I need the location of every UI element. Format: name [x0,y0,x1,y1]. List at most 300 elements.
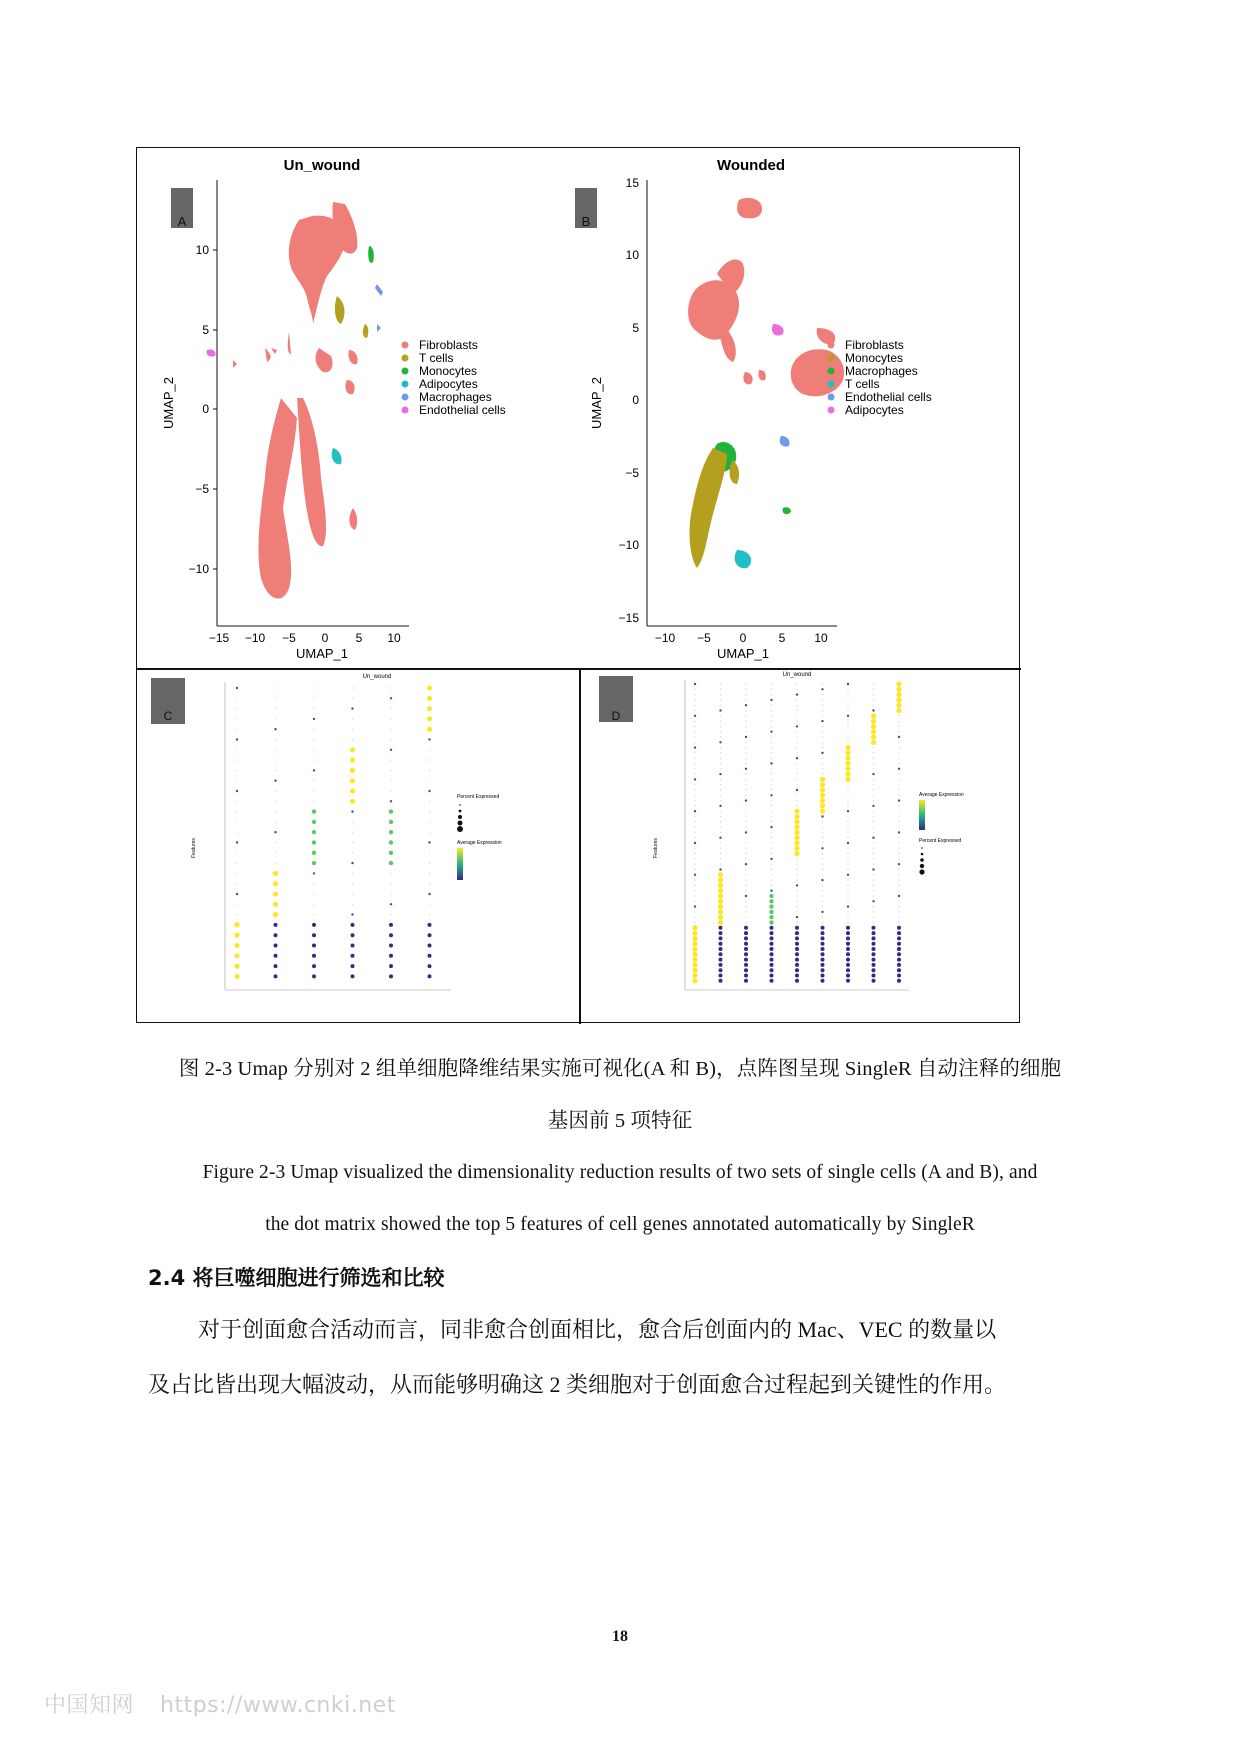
dot-mark [796,768,797,769]
dot-mark [847,911,848,912]
dot-mark [872,958,876,962]
dot-mark [236,883,237,884]
dot-mark [872,805,874,807]
dot-mark [847,715,849,717]
dot-mark [429,832,430,833]
dot-mark [898,774,899,775]
dot-mark [236,863,237,864]
dot-mark [771,885,772,886]
panel-b-x-ticks [655,631,828,645]
dot-mark [718,920,723,925]
dot-mark [745,821,746,822]
dot-mark [389,840,393,844]
dot-mark [744,942,748,946]
dot-mark [847,800,848,801]
dot-mark [873,758,874,759]
dot-mark [871,713,876,718]
dot-mark [427,727,432,732]
dot-mark [692,962,697,967]
dot-mark [313,698,314,699]
dot-mark [847,821,848,822]
dot-mark [822,827,823,828]
dot-mark [390,883,391,884]
dot-mark [898,848,899,849]
dot-mark [720,758,721,759]
dot-mark [771,842,772,843]
dot-mark [771,800,772,801]
legend-entry: Fibroblasts [419,338,478,352]
dot-mark [770,931,774,935]
dot-mark [821,936,825,940]
dot-mark [719,805,721,807]
dot-mark [694,922,695,923]
dot-mark [234,953,239,958]
dot-mark [847,885,848,886]
dot-mark [694,905,696,907]
dot-mark [873,821,874,822]
legend-entry: Monocytes [419,364,478,378]
dot-mark [745,906,746,907]
dot-mark [312,861,316,865]
dot-mark [236,698,237,699]
dot-mark [872,963,876,967]
dot-mark [847,810,849,812]
dot-mark [847,789,848,790]
dot-mark [236,904,237,905]
dot-mark [871,724,876,729]
dot-mark [745,758,746,759]
dot-mark [745,805,746,806]
dot-mark [873,895,874,896]
dot-mark [236,841,238,843]
dot-mark [898,742,899,743]
dot-mark [896,703,901,708]
dot-mark [390,760,391,761]
dot-mark [796,683,797,684]
panel-c-ylabel: Features [191,838,197,858]
dot-mark [873,768,874,769]
dot-mark [770,963,774,967]
panel-c-colorbar [457,848,463,880]
dot-mark [771,747,772,748]
watermark [44,1688,422,1719]
dot-mark [236,811,237,812]
dot-mark [821,815,823,817]
dot-mark [275,770,276,771]
dot-mark [694,890,695,891]
dot-mark [694,710,695,711]
dot-mark [796,710,797,711]
dot-mark [745,736,747,738]
dot-mark [796,731,797,732]
dot-mark [390,780,391,781]
dot-mark [275,698,276,699]
y-tick: 0 [202,402,209,416]
dot-mark [313,914,314,915]
dot-mark [822,742,823,743]
dot-mark [896,681,901,686]
dot-mark [428,933,432,937]
dot-mark [720,694,721,695]
dot-mark [694,731,695,732]
dot-mark [429,821,430,822]
dot-mark [745,827,746,828]
dot-mark [352,883,353,884]
dot-mark [720,705,721,706]
dot-mark [274,944,278,948]
dot-mark [745,731,746,732]
dot-mark [871,729,876,734]
dot-mark [873,816,874,817]
dot-mark [822,832,823,833]
dot-mark [718,878,723,883]
dot-mark [352,739,353,740]
dot-mark [796,747,797,748]
dot-mark [821,879,823,881]
dot-mark [694,858,695,859]
dot-mark [694,736,695,737]
dot-mark [796,763,797,764]
dot-mark [390,893,391,894]
legend-entry: Endothelial cells [419,403,506,417]
dot-mark [820,782,825,787]
dot-mark [350,778,355,783]
dot-mark [692,957,697,962]
panel-d-legend-avg: Average Expression [919,792,964,798]
dot-mark [794,840,799,845]
dot-mark [871,734,876,739]
dot-mark [720,683,721,684]
dot-mark [274,933,278,937]
dot-mark [898,869,899,870]
dot-mark [873,699,874,700]
dot-mark [847,848,848,849]
x-tick: −5 [282,631,296,645]
dot-mark [312,974,316,978]
dot-mark [822,705,823,706]
dot-mark [389,954,393,958]
panel-c-title: Un_wound [362,674,392,680]
dot-mark [694,768,695,769]
dot-mark [796,880,797,881]
dot-mark [275,821,276,822]
dot-mark [898,731,899,732]
dot-mark [771,742,772,743]
dot-mark [236,738,238,740]
dot-mark [873,890,874,891]
dot-mark [694,742,695,743]
dot-mark [896,708,901,713]
dot-mark [796,715,797,716]
x-tick: −10 [654,631,676,645]
dot-mark [898,901,899,902]
dot-mark [771,705,772,706]
dot-mark [389,974,393,978]
dot-mark [873,789,874,790]
dot-mark [872,974,876,978]
dot-mark [694,774,695,775]
dot-mark [796,752,797,753]
x-tick: −10 [244,631,266,645]
panel-b-clusters [688,198,844,568]
dot-mark [873,922,874,923]
dot-mark [236,718,237,719]
dot-mark [429,883,430,884]
dot-mark [720,689,721,690]
dot-mark [720,779,721,780]
dot-mark [796,757,798,759]
dot-mark [898,715,899,716]
dot-mark [720,768,721,769]
dot-mark [872,942,876,946]
legend-entry: Fibroblasts [845,338,904,352]
dot-mark [796,869,797,870]
dot-mark [795,952,799,956]
dot-mark [389,964,393,968]
dot-mark [720,811,721,812]
dot-mark [720,816,721,817]
dot-mark [898,763,899,764]
dot-mark [745,784,746,785]
dot-mark [236,780,237,781]
dot-mark [845,766,850,771]
dot-mark [745,831,747,833]
dot-mark [745,726,746,727]
dot-mark [822,901,823,902]
dot-mark [794,851,799,856]
watermark-brand: 中国知网 [44,1693,135,1718]
dot-mark [389,944,393,948]
dot-mark [694,789,695,790]
dot-mark [744,968,748,972]
dot-mark [872,931,876,935]
legend-entry: T cells [419,351,454,365]
dot-mark [845,777,850,782]
dot-mark [873,906,874,907]
dot-mark [744,931,748,935]
panel-d-label: D [611,709,621,723]
x-tick: 10 [387,631,401,645]
body-paragraph-line1: 对于创面愈合活动而言，同非愈合创面相比，愈合后创面内的 Mac、VEC 的数量以 [198,1317,997,1342]
dot-mark [770,762,772,764]
dot-mark [771,874,772,875]
dot-mark [822,874,823,875]
dot-mark [744,947,748,951]
dot-mark [719,968,723,972]
dot-mark [428,954,432,958]
dot-mark [771,758,772,759]
dot-mark [275,852,276,853]
dot-mark [694,805,695,806]
dot-mark [745,917,746,918]
dot-mark [236,790,238,792]
dot-mark [769,904,773,908]
dot-mark [744,979,748,983]
dot-mark [744,926,748,930]
dot-mark [275,811,276,812]
dot-mark [692,952,697,957]
dot-mark [898,922,899,923]
dot-mark [872,900,874,902]
dot-mark [312,830,316,834]
dot-mark [274,954,278,958]
dot-mark [745,704,747,706]
dot-mark [872,936,876,940]
dot-mark [745,885,746,886]
dot-mark [745,763,746,764]
dot-mark [275,863,276,864]
panel-a-xlabel: UMAP_1 [295,646,349,661]
panel-a-y-ticks [189,243,217,576]
dot-mark [873,705,874,706]
dot-mark [312,820,316,824]
panel-a-x-ticks [209,631,401,645]
dot-mark [769,894,773,898]
figure-2-3 [136,147,1020,1023]
dot-mark [745,874,746,875]
dot-mark [771,710,772,711]
x-tick: 0 [739,631,747,645]
dot-mark [771,880,772,881]
dot-mark [719,936,723,940]
dot-mark [820,777,825,782]
dot-mark [898,858,899,859]
panel-d [599,672,964,990]
dot-mark [352,832,353,833]
dot-mark [429,770,430,771]
dot-mark [897,926,901,930]
dot-mark [898,842,899,843]
dot-mark [770,942,774,946]
dot-mark [898,874,899,875]
dot-mark [822,763,823,764]
dot-mark [847,880,848,881]
dot-mark [847,890,848,891]
dot-mark [720,800,721,801]
dot-mark [692,941,697,946]
dot-mark [771,811,772,812]
x-tick: −5 [697,631,711,645]
dot-mark [822,731,823,732]
dot-mark [429,852,430,853]
dot-mark [846,947,850,951]
dot-mark [694,784,695,785]
panel-a-label: A [177,214,187,229]
dot-mark [821,847,823,849]
dot-mark [389,861,393,865]
dot-mark [389,830,393,834]
dot-mark [796,795,797,796]
dot-mark [846,958,850,962]
dot-mark [794,835,799,840]
dot-mark [847,683,849,685]
dot-mark [719,773,721,775]
dot-mark [429,873,430,874]
dot-mark [822,715,823,716]
dot-mark [275,790,276,791]
dot-mark [771,821,772,822]
dot-mark [720,784,721,785]
dot-mark [694,810,696,812]
dot-mark [694,837,695,838]
dot-mark [313,872,315,874]
dot-mark [771,848,772,849]
dot-mark [694,795,695,796]
dot-mark [745,721,746,722]
y-tick: 5 [632,321,639,335]
dot-mark [427,696,432,701]
dot-mark [873,752,874,753]
dot-mark [352,852,353,853]
dot-mark [847,827,848,828]
panel-a-title: Un_wound [283,157,361,174]
panel-c-dots [234,685,432,979]
dot-mark [771,774,772,775]
panel-c-legend-avg: Average Expression [457,840,502,846]
dot-mark [847,869,848,870]
dot-mark [236,770,237,771]
dot-mark [770,979,774,983]
dot-mark [873,842,874,843]
dot-mark [872,968,876,972]
dot-mark [745,742,746,743]
panel-b-xlabel: UMAP_1 [716,646,770,661]
dot-mark [822,699,823,700]
dot-mark [847,905,849,907]
dot-mark [897,931,901,935]
panel-d-legend-percent: Percent Expressed [919,838,962,844]
legend-entry: Monocytes [845,351,904,365]
dot-mark [872,952,876,956]
panel-d-colorbar [919,800,925,830]
dot-mark [312,809,316,813]
dot-mark [822,895,823,896]
dot-mark [694,752,695,753]
dot-mark [821,974,825,978]
dot-mark [898,906,899,907]
dot-mark [770,952,774,956]
dot-mark [820,809,825,814]
dot-mark [821,926,825,930]
dot-mark [846,974,850,978]
dot-mark [845,750,850,755]
dot-mark [845,756,850,761]
dot-mark [719,963,723,967]
dot-mark [275,708,276,709]
dot-mark [236,893,238,895]
dot-mark [847,736,848,737]
dot-mark [694,895,695,896]
panel-c-label: C [163,709,173,723]
dot-mark [794,846,799,851]
dot-mark [898,795,899,796]
dot-mark [390,914,391,915]
dot-mark [770,826,772,828]
dot-mark [873,689,874,690]
dot-mark [794,830,799,835]
dot-mark [769,899,773,903]
dot-mark [822,922,823,923]
dot-mark [745,848,746,849]
dot-mark [898,811,899,812]
dot-mark [771,864,772,865]
dot-mark [872,709,874,711]
dot-mark [822,694,823,695]
dot-mark [313,687,314,688]
dot-mark [744,936,748,940]
dot-mark [794,825,799,830]
dot-mark [720,853,721,854]
